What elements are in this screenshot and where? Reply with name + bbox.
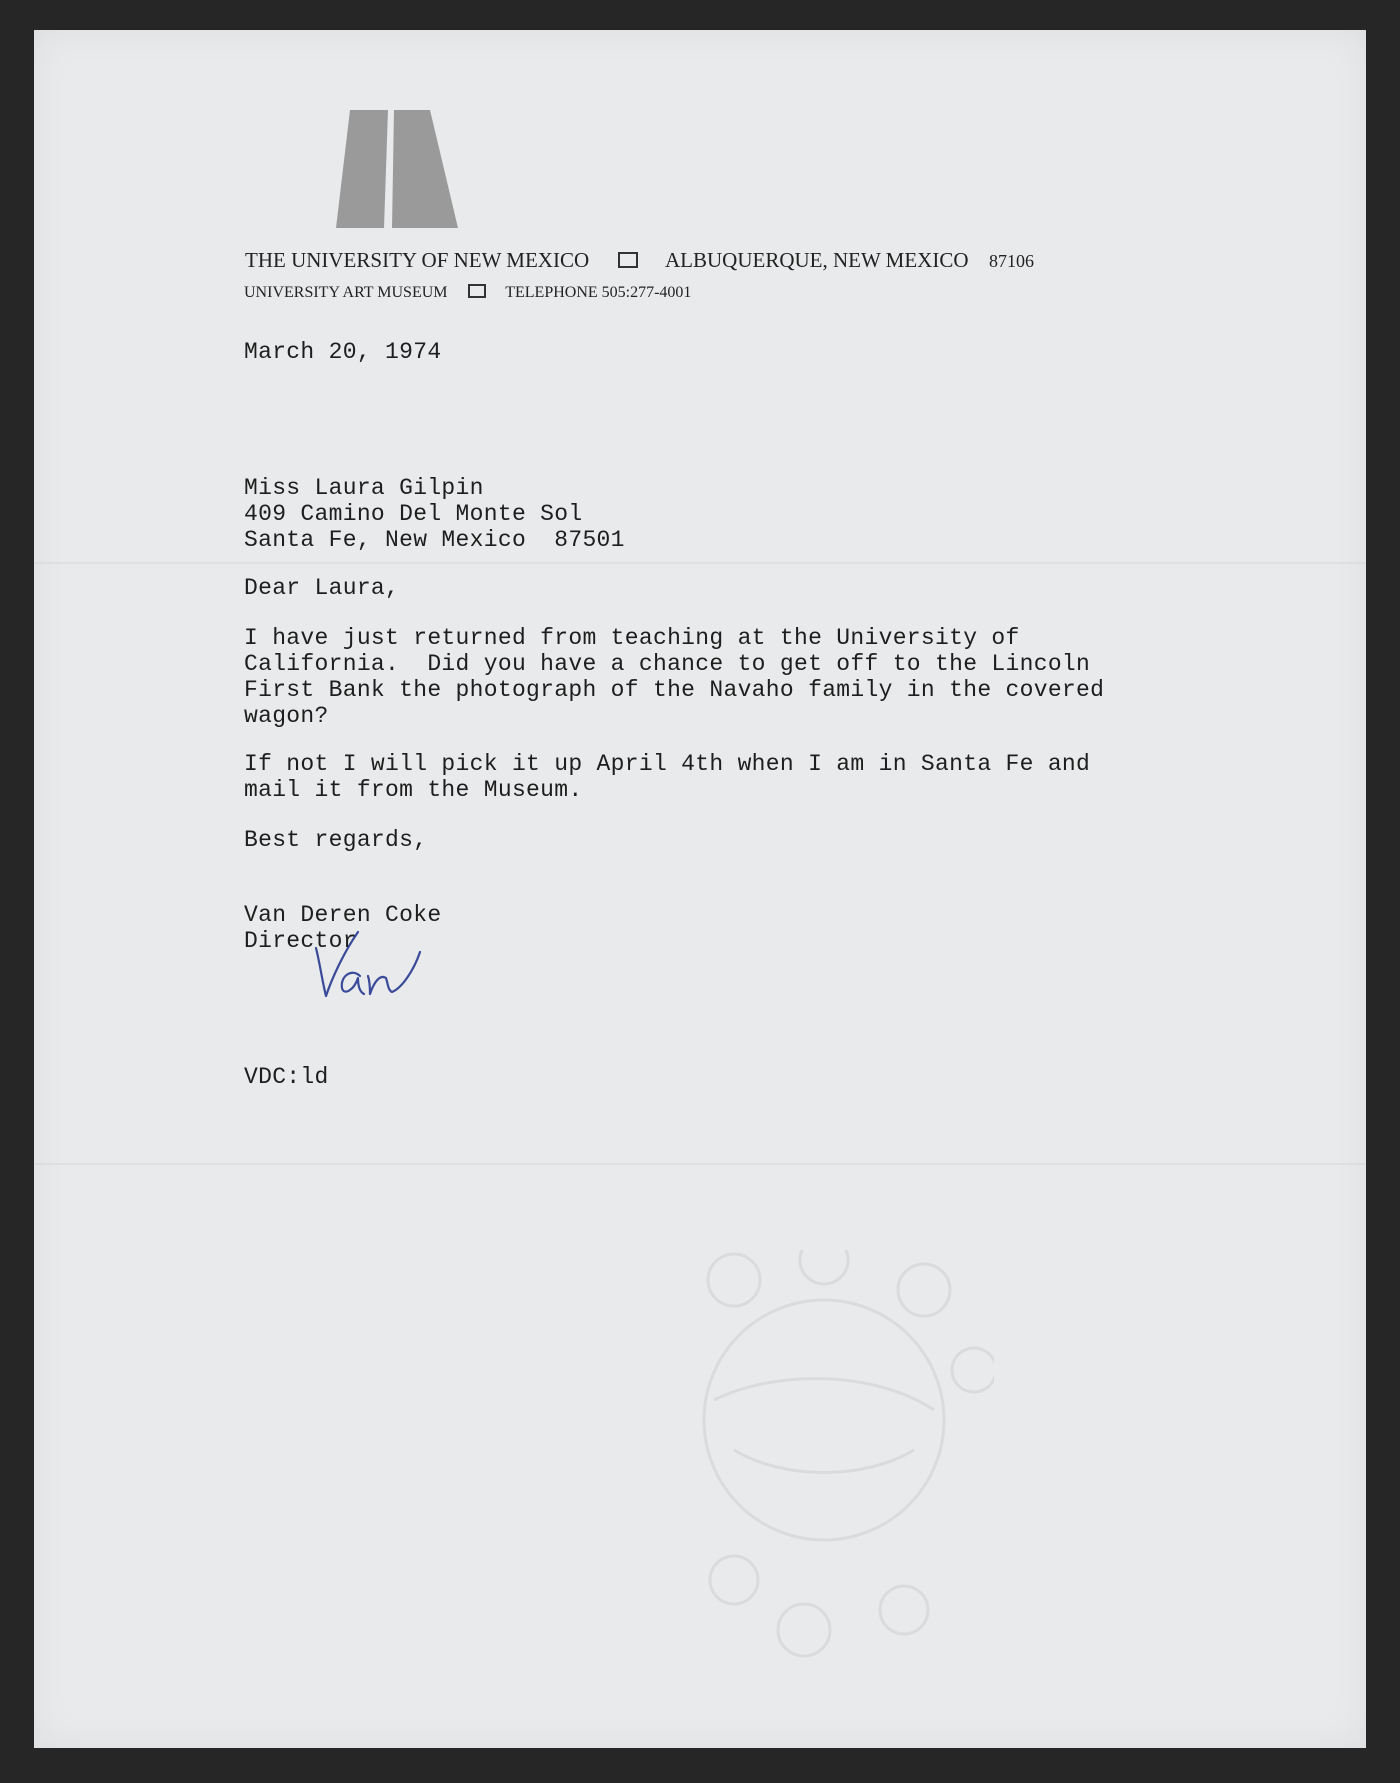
box-separator-icon <box>618 252 638 268</box>
paragraph-line: mail it from the Museum. <box>244 777 583 803</box>
reference-initials: VDC:ld <box>244 1064 329 1090</box>
recipient-city: Santa Fe, New Mexico 87501 <box>244 527 625 553</box>
paragraph-line: I have just returned from teaching at the University of <box>244 625 1020 651</box>
faint-stamp-mark <box>674 1250 994 1670</box>
unm-logo-icon <box>336 110 460 230</box>
paragraph-line: wagon? <box>244 703 329 729</box>
paragraph-line: If not I will pick it up April 4th when I am in Santa Fe and <box>244 751 1091 777</box>
closing: Best regards, <box>244 827 428 853</box>
recipient-name: Miss Laura Gilpin <box>244 475 484 501</box>
institution-name: THE UNIVERSITY OF NEW MEXICO <box>245 248 590 272</box>
letter-page <box>34 30 1366 1748</box>
salutation: Dear Laura, <box>244 575 400 601</box>
recipient-street: 409 Camino Del Monte Sol <box>244 501 583 527</box>
signer-name: Van Deren Coke <box>244 902 442 928</box>
paragraph-line: First Bank the photograph of the Navaho family in the covered <box>244 677 1105 703</box>
box-separator-icon <box>468 284 486 298</box>
letterhead-line-1 <box>245 248 1034 273</box>
fold-line <box>34 1163 1366 1165</box>
telephone-number: 505:277-4001 <box>601 284 692 301</box>
letter-date: March 20, 1974 <box>244 339 442 365</box>
institution-city: ALBUQUERQUE, NEW MEXICO <box>665 248 969 272</box>
letterhead-line-2 <box>244 284 691 302</box>
telephone-label: TELEPHONE <box>505 284 598 301</box>
department-name: UNIVERSITY ART MUSEUM <box>244 284 448 301</box>
fold-line <box>34 562 1366 564</box>
signer-title: Director <box>244 928 357 954</box>
institution-zip: 87106 <box>989 251 1035 271</box>
paragraph-line: California. Did you have a chance to get off to the Lincoln <box>244 651 1091 677</box>
